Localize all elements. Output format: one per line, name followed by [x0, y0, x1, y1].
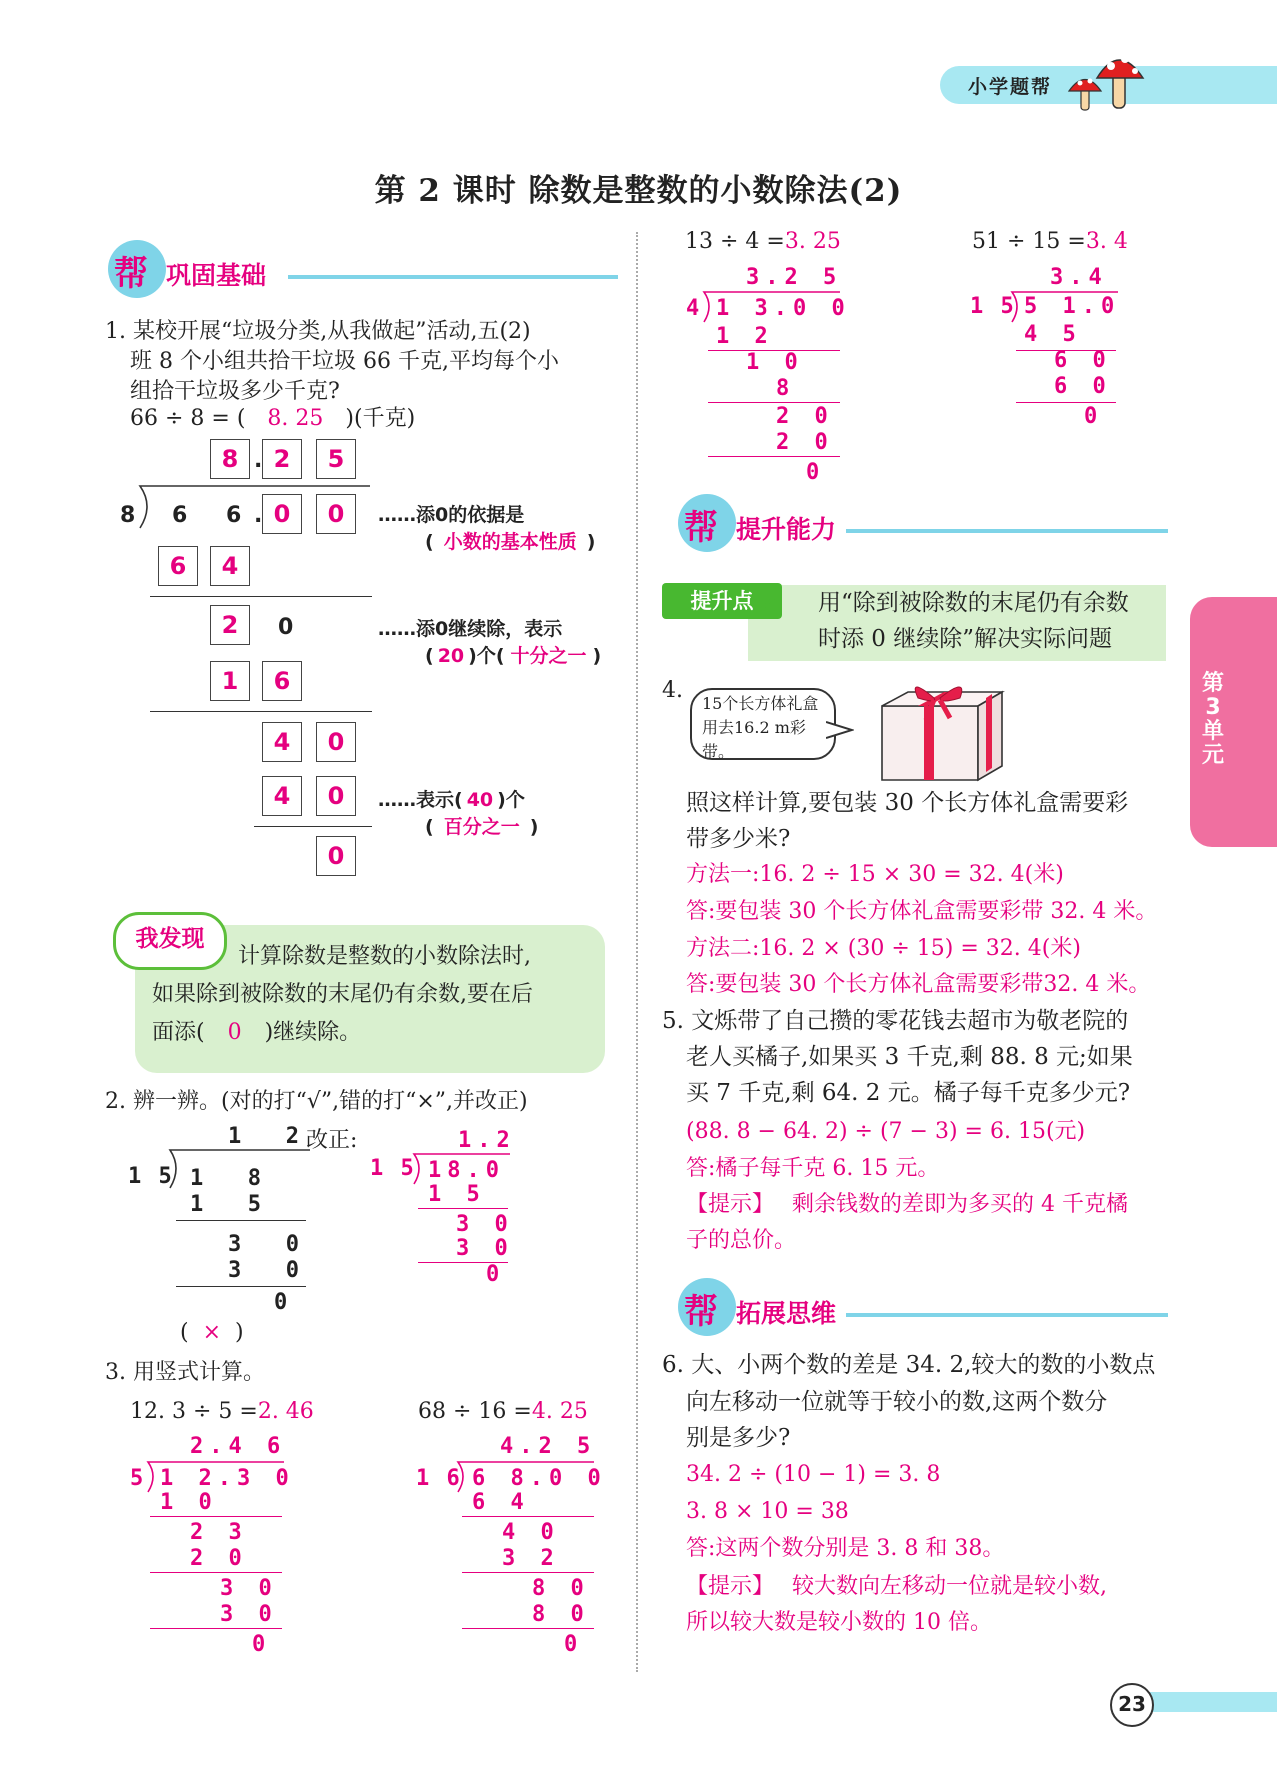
speech-bubble: 15个长方体礼盒用去16.2 m彩带。: [690, 688, 836, 760]
q2-wrong-step: 1 5: [190, 1192, 267, 1217]
section-header-expand: 帮 拓展思维: [678, 1278, 1168, 1338]
tisheng-badge: 提升点: [662, 583, 782, 619]
q3a-divisor: 5: [130, 1466, 150, 1491]
q3a-step: 3 0: [220, 1602, 278, 1627]
discover-line3: 面添( 0 )继续除。: [152, 1020, 362, 1045]
q3a-remainder: 0: [252, 1632, 272, 1657]
dividend-digit-1: 6: [172, 503, 188, 528]
column-divider: [636, 232, 638, 1672]
division-line: [176, 1220, 306, 1221]
q3c-step: 8: [776, 376, 796, 401]
bubble-tail: [826, 720, 854, 742]
mushroom-icon: [1065, 46, 1155, 116]
note-hundredth: ( 百分之一 ): [425, 816, 539, 838]
discover-line2: 如果除到被除数的末尾仍有余数,要在后: [152, 982, 533, 1007]
division-line: [176, 1286, 306, 1287]
q3b-step: 6 4: [472, 1490, 530, 1515]
q3b-step: 4 0: [502, 1520, 560, 1545]
q6-step2: 3. 8 × 10 = 38: [686, 1499, 849, 1524]
q1-line1: 1. 某校开展“垃圾分类,从我做起”活动,五(2): [105, 319, 531, 344]
q3-prompt: 3. 用竖式计算。: [105, 1360, 265, 1385]
q4-number: 4.: [662, 678, 683, 703]
note-add-zero-reason: ( 小数的基本性质 ): [425, 531, 596, 553]
q3c-step: 2 0: [776, 430, 834, 455]
q3a-expression: 12. 3 ÷ 5 =2. 46: [130, 1399, 314, 1424]
quot-box-3: 5: [316, 439, 356, 479]
q5-line2: 老人买橘子,如果买 3 千克,剩 88. 8 元;如果: [686, 1044, 1133, 1070]
division-line: [150, 1572, 282, 1573]
q2-wrong-dividend: 1 8: [190, 1166, 267, 1191]
q4-line1: 照这样计算,要包装 30 个长方体礼盒需要彩: [686, 790, 1129, 816]
q3c-step: 1 0: [746, 350, 804, 375]
q2-wrong-remainder: 0: [274, 1290, 294, 1315]
q3b-step: 8 0: [532, 1602, 590, 1627]
q3a-step: 3 0: [220, 1576, 278, 1601]
division-line: [418, 1208, 508, 1209]
q3a-quotient: 2.4 6: [190, 1434, 287, 1459]
division-line: [708, 402, 840, 403]
tisheng-line2: 时添 0 继续除”解决实际问题: [818, 626, 1113, 652]
page-number: 23: [1110, 1683, 1154, 1727]
unit-label: 第3单元: [1201, 671, 1224, 768]
q3d-step: 6 0: [1054, 348, 1112, 373]
q3c-remainder: 0: [806, 460, 826, 485]
tisheng-line1: 用“除到被除数的末尾仍有余数: [818, 590, 1129, 616]
division-line: [150, 711, 372, 712]
q2-fix-remainder: 0: [486, 1262, 506, 1287]
q2-fix-step: 1 5: [428, 1182, 486, 1207]
q6-hint: 【提示】 较大数向左移动一位就是较小数,: [686, 1574, 1108, 1599]
discover-badge: 我发现: [113, 912, 227, 970]
q4-answer1: 答:要包装 30 个长方体礼盒需要彩带 32. 4 米。: [686, 899, 1158, 924]
division-line: [254, 826, 372, 827]
page-title: 第 2 课时 除数是整数的小数除法(2): [374, 173, 903, 209]
q3d-expression: 51 ÷ 15 =3. 4: [972, 229, 1128, 254]
q3d-dividend: 5 1.0: [1024, 294, 1121, 319]
q2-prompt: 2. 辨一辨。(对的打“√”,错的打“×”,并改正): [105, 1089, 528, 1114]
q2-fix-divisor: 1 5: [370, 1156, 416, 1181]
step-digit: 0: [278, 615, 294, 640]
q3c-quotient: 3.2 5: [746, 265, 843, 290]
q2-judgement: ( × ): [180, 1320, 244, 1345]
q5-hint-cont: 子的总价。: [686, 1228, 797, 1253]
step-box: 4: [262, 722, 302, 762]
q5-hint: 【提示】 剩余钱数的差即为多买的 4 千克橘: [686, 1192, 1129, 1217]
q4-line2: 带多少米?: [686, 826, 791, 852]
q5-line3: 买 7 千克,剩 64. 2 元。橘子每千克多少元?: [686, 1080, 1131, 1106]
dividend-box-2: 0: [316, 494, 356, 534]
q2-wrong-step: 3 0: [228, 1232, 305, 1257]
q3c-divisor: 4: [686, 296, 706, 321]
quot-box-1: 8: [210, 439, 250, 479]
q6-line1: 6. 大、小两个数的差是 34. 2,较大的数的小数点: [662, 1352, 1156, 1378]
q4-method2: 方法二:16. 2 × (30 ÷ 15) = 32. 4(米): [686, 936, 1081, 961]
q6-answer: 答:这两个数分别是 3. 8 和 38。: [686, 1536, 1005, 1561]
q3b-quotient: 4.2 5: [500, 1434, 597, 1459]
division-line: [1016, 402, 1116, 403]
brand-label: 小学题帮: [968, 76, 1053, 98]
division-line: [150, 596, 372, 597]
step-box: 1: [210, 661, 250, 701]
q3c-step: 2 0: [776, 404, 834, 429]
q3a-step: 1 0: [160, 1490, 218, 1515]
q4-method1: 方法一:16. 2 ÷ 15 × 30 = 32. 4(米): [686, 862, 1064, 887]
q3d-remainder: 0: [1084, 404, 1104, 429]
q5-answer: 答:橘子每千克 6. 15 元。: [686, 1156, 940, 1181]
quot-box-2: 2: [262, 439, 302, 479]
q3b-step: 3 2: [502, 1546, 560, 1571]
q3c-expression: 13 ÷ 4 =3. 25: [685, 229, 841, 254]
divisor: 8: [120, 503, 136, 528]
q4-answer2: 答:要包装 30 个长方体礼盒需要彩带32. 4 米。: [686, 972, 1151, 997]
section-title: 拓展思维: [736, 1299, 837, 1328]
q6-line2: 向左移动一位就等于较小的数,这两个数分: [686, 1389, 1108, 1415]
dividend-box-1: 0: [262, 494, 302, 534]
q3a-dividend: 1 2.3 0: [160, 1466, 295, 1491]
discover-line1: 计算除数是整数的小数除法时,: [238, 944, 531, 969]
step-box: 0: [316, 722, 356, 762]
q2-fix-step: 3 0: [456, 1212, 514, 1237]
section-title: 巩固基础: [166, 261, 267, 290]
division-line: [150, 1516, 282, 1517]
q3b-divisor: 1 6: [416, 1466, 462, 1491]
q5-line1: 5. 文烁带了自己攒的零花钱去超市为敬老院的: [662, 1008, 1129, 1034]
q5-solution: (88. 8 − 64. 2) ÷ (7 − 3) = 6. 15(元): [686, 1119, 1086, 1144]
q3d-divisor: 1 5: [970, 294, 1016, 319]
q3d-step: 6 0: [1054, 374, 1112, 399]
note-continue: ……添0继续除，表示: [378, 618, 563, 640]
gift-box-icon: [878, 676, 1006, 784]
q1-equation: 66 ÷ 8 = ( 8. 25 )(千克): [130, 406, 416, 431]
step-box: 6: [158, 546, 198, 586]
q2-wrong-divisor: 1 5: [128, 1164, 174, 1189]
decimal-point: .: [254, 448, 263, 473]
section-header-basics: 帮 巩固基础: [108, 240, 618, 300]
q2-fix-dividend: 18.0: [428, 1158, 505, 1183]
q3b-step: 8 0: [532, 1576, 590, 1601]
q2-wrong-step: 3 0: [228, 1258, 305, 1283]
q3c-step: 1 2: [716, 324, 774, 349]
dividend-digit-2: 6: [226, 503, 242, 528]
q2-fix-quotient: 1.2: [458, 1128, 516, 1153]
division-line: [462, 1572, 594, 1573]
step-box: 0: [316, 776, 356, 816]
section-title: 提升能力: [736, 515, 837, 544]
q3a-step: 2 0: [190, 1546, 248, 1571]
q2-correct-label: 改正:: [306, 1128, 358, 1153]
note-represents: ……表示( 40 )个: [378, 789, 525, 811]
q3a-step: 2 3: [190, 1520, 248, 1545]
q6-step1: 34. 2 ÷ (10 − 1) = 3. 8: [686, 1462, 941, 1487]
q1-line3: 组拾干垃圾多少千克?: [130, 379, 340, 404]
q1-line2: 班 8 个小组共拾干垃圾 66 千克,平均每个小: [130, 349, 559, 374]
q3b-remainder: 0: [564, 1632, 584, 1657]
q3b-dividend: 6 8.0 0: [472, 1466, 607, 1491]
q2-wrong-quotient: 1 2: [228, 1124, 305, 1149]
section-header-improve: 帮 提升能力: [678, 494, 1168, 554]
note-continue-detail: ( 20 )个( 十分之一 ): [425, 645, 602, 667]
note-add-zero: ……添0的依据是: [378, 504, 525, 526]
remainder-box: 0: [316, 836, 356, 876]
decimal-point: .: [254, 503, 263, 528]
q6-line3: 别是多少?: [686, 1425, 791, 1451]
q3d-step: 4 5: [1024, 322, 1082, 347]
division-line: [462, 1628, 594, 1629]
q6-hint-cont: 所以较大数是较小数的 10 倍。: [686, 1610, 992, 1635]
q3c-dividend: 1 3.0 0: [716, 296, 851, 321]
step-box: 4: [210, 546, 250, 586]
q3b-expression: 68 ÷ 16 =4. 25: [418, 1399, 588, 1424]
step-box: 6: [262, 661, 302, 701]
division-line: [708, 456, 840, 457]
division-line: [150, 1628, 282, 1629]
step-box: 4: [262, 776, 302, 816]
q3d-quotient: 3.4: [1050, 265, 1108, 290]
step-box: 2: [210, 605, 250, 645]
division-line: [462, 1516, 594, 1517]
arrow-icon: [756, 586, 790, 616]
q2-fix-step: 3 0: [456, 1236, 514, 1261]
